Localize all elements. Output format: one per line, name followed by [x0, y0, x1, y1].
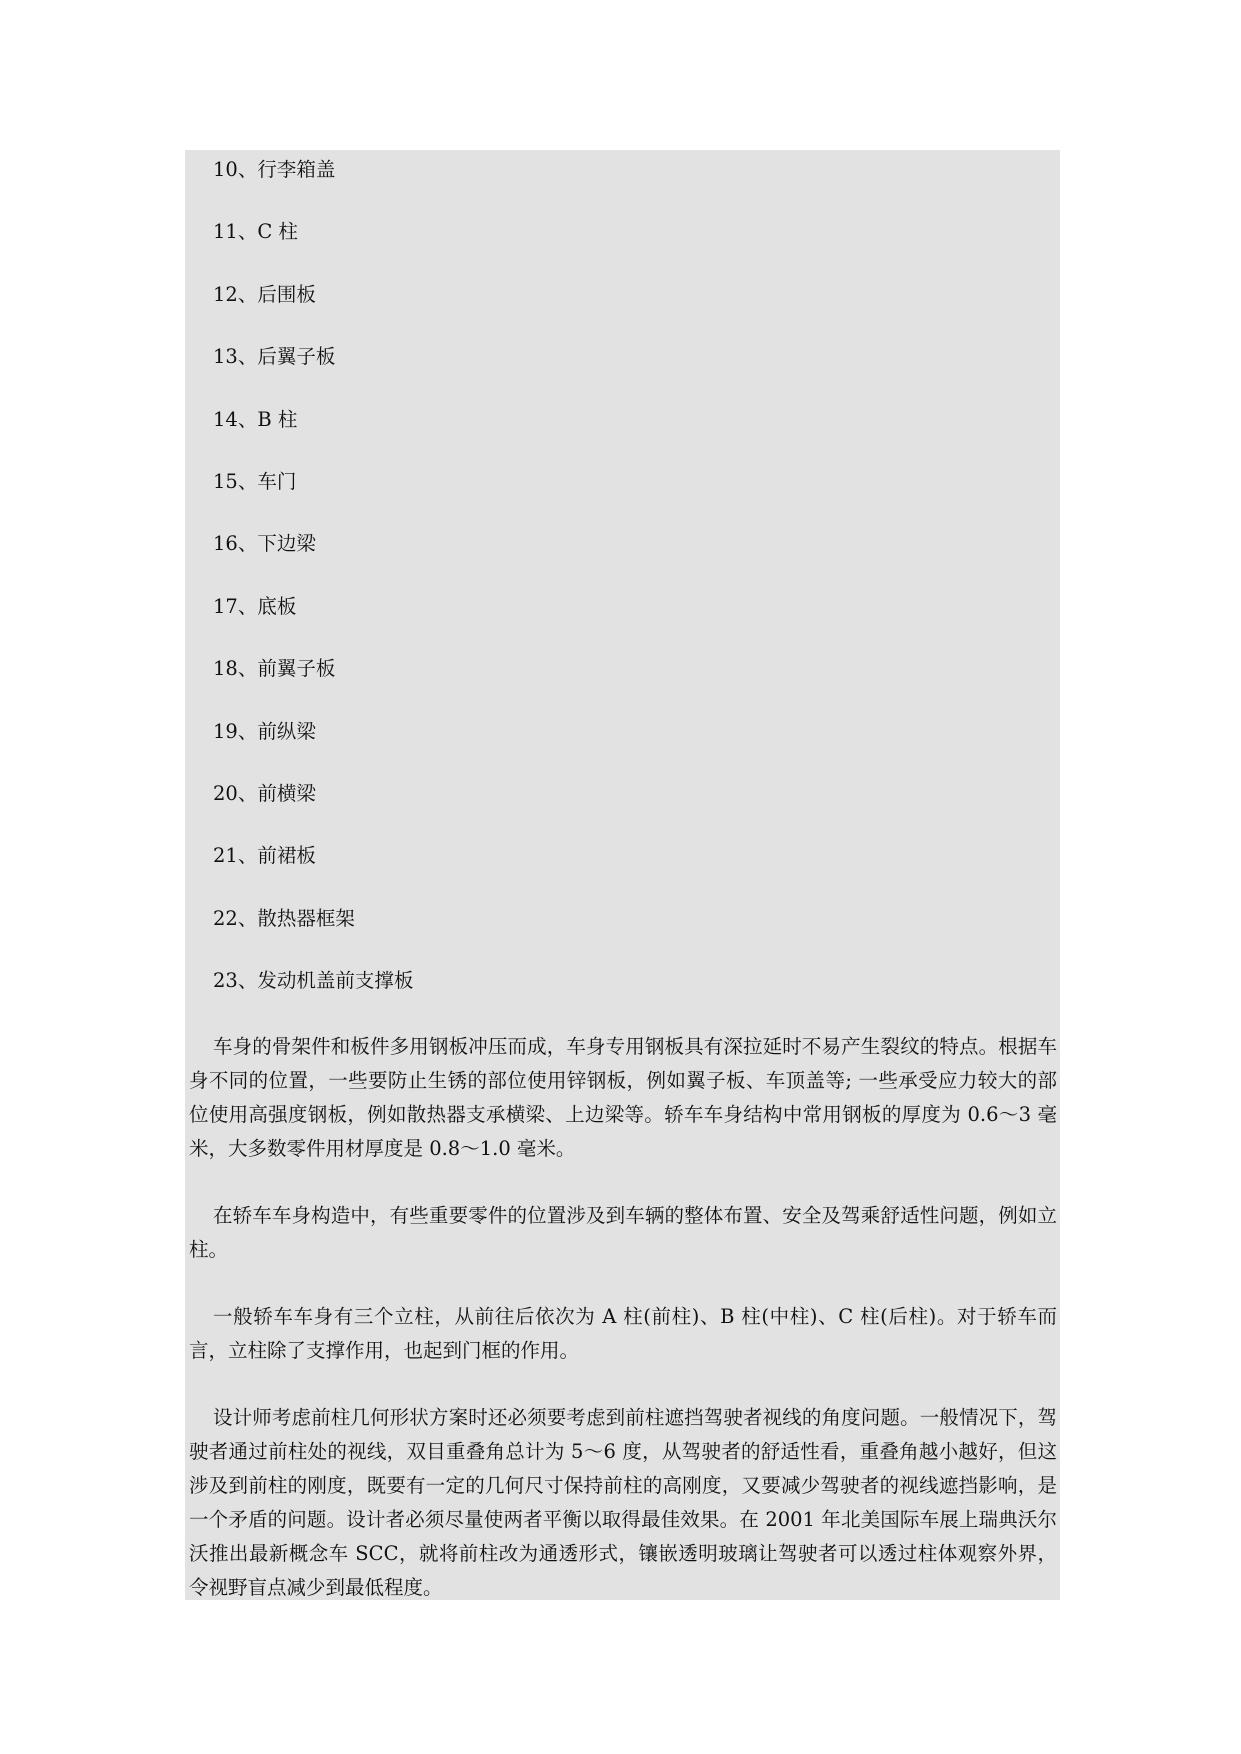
body-parts-list	[213, 158, 413, 1031]
paragraph-steel-plates: 车身的骨架件和板件多用钢板冲压而成，车身专用钢板具有深拉延时不易产生裂纹的特点。根据车身不同的位置，一些要防止生锈的部位使用锌钢板，例如翼子板、车顶盖等; 一些承受应力较大的部位使用高强度钢板，例如散热器支承横梁、上边梁等。轿车车身结构中常用钢板的厚度为 0.6～3 毫米，大多数零件用材厚度是 0.8～1.0 毫米。	[189, 1035, 1057, 1160]
list-item: 16、下边梁	[213, 532, 316, 556]
body-text	[189, 1030, 1057, 1638]
list-item: 12、后围板	[213, 282, 316, 306]
list-item: 11、C 柱	[213, 220, 298, 244]
list-item: 15、车门	[213, 469, 297, 493]
list-item: 13、后翼子板	[213, 345, 336, 369]
list-item: 14、B 柱	[213, 407, 298, 431]
list-item: 20、前横梁	[213, 781, 316, 805]
list-item: 21、前裙板	[213, 844, 316, 868]
list-item: 23、发动机盖前支撑板	[213, 969, 414, 993]
list-item: 19、前纵梁	[213, 719, 316, 743]
paragraph-front-pillar-design: 设计师考虑前柱几何形状方案时还必须要考虑到前柱遮挡驾驶者视线的角度问题。一般情况下，驾驶者通过前柱处的视线，双目重叠角总计为 5～6 度，从驾驶者的舒适性看，重叠角越小越好，但这涉及到前柱的刚度，既要有一定的几何尺寸保持前柱的高刚度，又要减少驾驶者的视线遮挡影响，是一个矛盾的问题。设计者必须尽量使两者平衡以取得最佳效果。在 2001 年北美国际车展上瑞典沃尔沃推出最新概念车 SCC，就将前柱改为通透形式，镶嵌透明玻璃让驾驶者可以透过柱体观察外界，令视野盲点减少到最低程度。	[189, 1406, 1057, 1599]
list-item: 17、底板	[213, 594, 297, 618]
list-item: 22、散热器框架	[213, 906, 355, 930]
list-item: 10、行李箱盖	[213, 158, 336, 181]
paragraph-pillars-intro: 在轿车车身构造中，有些重要零件的位置涉及到车辆的整体布置、安全及驾乘舒适性问题，例如立柱。	[189, 1204, 1057, 1261]
list-item: 18、前翼子板	[213, 657, 336, 681]
paragraph-three-pillars: 一般轿车车身有三个立柱，从前往后依次为 A 柱(前柱)、B 柱(中柱)、C 柱(后柱)。对于轿车而言，立柱除了支撑作用，也起到门框的作用。	[189, 1305, 1057, 1362]
document-panel	[185, 150, 1060, 1600]
